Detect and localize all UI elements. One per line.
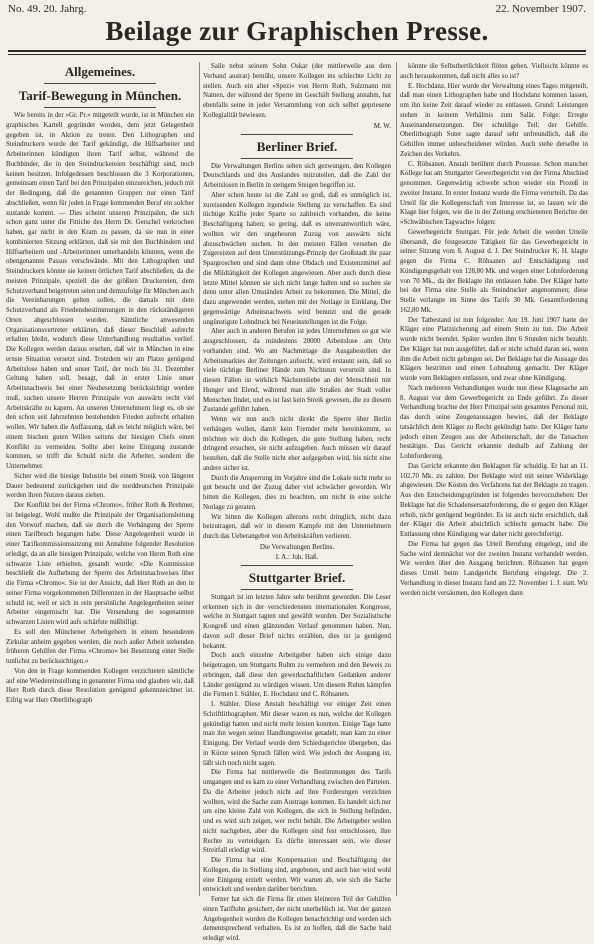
article-rule: [241, 565, 354, 566]
masthead-rule: [8, 50, 586, 52]
column-3: [400, 62, 588, 896]
issue-number: No. 49. 20. Jahrg.: [8, 3, 87, 15]
paragraph: Wenn wir nun auch nicht direkt die Sperre über Berlin verhängen wollen, damit kein Fremder mehr hereinkommt, so möchten wir doch die Kollegen, die gute Stellung haben, recht dringend ersuchen, sie nicht aufzugeben. Auch müssen wir darauf bestehen, daß die Stelle nicht eher aufgegeben wird, bis nicht eine andere sicher ist.: [203, 416, 391, 472]
paragraph: könnte die Selbsthertlichkeit flöten gehen. Vielleicht könnte es auch herauskommen, daß nicht alles so ist?: [400, 63, 588, 80]
author-sign: Die Verwaltungen Berlins.: [259, 542, 335, 551]
article-heading: Berliner Brief.: [256, 138, 338, 154]
paragraph: Die Firma hat eine Kompensation und Beschäftigung der Kollegen, die in Stellung sind, angeboten, und auch hier wird wohl eine Einigung erzielt werden. Wir warten ab, wie sich die Sache entwickelt und werden darüber berichten.: [203, 857, 391, 894]
issue-date: 22. November 1907.: [495, 3, 586, 15]
masthead-rule-thin: [8, 54, 586, 55]
paragraph: Durch die Ansperrung im Vorjahre sind die Lokale nicht mehr so gut besucht und der Zuzug daher viel schwächer geworden. Wir bitten die Kollegen, dies zu beachten, um nicht in eine solche Notlage zu geraten.: [203, 474, 391, 511]
column-divider: [199, 62, 200, 896]
paragraph: Gewerbegericht Stuttgart. Für jede Arbeit die werden Urteile übersandt, die festgesetzte Tätigkeit für das Gewerbegericht in seiner Sitzung vom 8. August d. J. Der Steindrucker K. H. klagte gegen die Firma C. Röhsanen auf Entschädigung und Kündigungsgehalt von 128,80 Mk. und wegen einer Lohnforderung von 70 Mk., da der Beklagte ihn entlassen habe. Der Kläger hatte bei der Firma eine Stelle als Steindrucker angenommen; diese Stelle verlangte im Sinne des Tarifs 30 Mk. Gesamtforderung 162,80 Mk.: [400, 228, 588, 314]
column-divider: [396, 62, 397, 896]
paragraph: C. Röhsanen. Anstalt berühmt durch Prozesse. Schon mancher Kollege hat am Stuttgarter Gewerbegericht von der Firma Abschied genommen. Gegenwärtig schwebt schon wieder ein Prozeß in zweiter Instanz. In erster Instanz wurde die Firma verurteilt. Da das Urteil für die Kollegenschaft von Interesse ist, so lassen wir die Klage hier folgen, wie die in der Zeitung erschienenen Berichte der »Schwäbischen Tagwacht« folgen:: [400, 160, 588, 226]
paragraph: Der Konflikt bei der Firma »Chromo«, früher Roth & Brehmer, ist beigelegt. Wohl mußte die Prinzipale der Organisationsleitung den Vorwurf machen, daß sie durch die Verhängung der Sperre einen Tarifbruch begangen habe. Diese Angelegenheit wurde in einer Tarifkommissionssitzung mit Annahme folgender Resolution erledigt, da an alle hiesigen Prinzipale, welche von Herrn Roth eine schwarze Liste erhielten, gesandt wurde: »Die Kommission beschließt die Aufhebung der Sperre des Arbeitsnachweises über die Firma »Chromo«. Sie ist der Ansicht, daß Herr Roth an den in seiner Firma vorgekommenen Differenzen in der Hauptsache selbst schuld ist, weil er sich in rein persönliche Angelegenheiten seiner Arbeiter eingemischt hat. Die Versendung der sogenannten schwarzen Listen wird aufs schärfste mißbilligt.: [6, 502, 194, 626]
heading-rule: [44, 107, 157, 108]
heading-rule: [241, 158, 354, 159]
paragraph: Das Gericht erkannte den Beklagten für schuldig. Er hat an 11. 102,70 Mk. zu zahlen. Der Beklagte wird mit seiner Widerklage abgewiesen. Die Kosten des Verfahrens hat der Beklagte zu tragen. Aus den Entscheidungsgründen ist folgendes hervorzuheben: Der Beklagte hat die Schadensersatzforderung, die er gegen den Kläger erhob, nicht genügend begründet. Es ist auch nicht ersichtlich, daß der Kläger die Arbeit absichtlich schlecht gemacht habe. Die Entlassung ohne Kündigung war daher nicht gerechtfertigt.: [400, 462, 588, 538]
paragraph: I. Stähler. Diese Anstalt beschäftigt vor einiger Zeit einen Schriftlithographen. Mit dieser waren es nun, welche der Kollegen gekündigt hatten und nicht mehr leisten konnten. Einige Tage hatte man ihn wegen seiner Handlungsweise getadelt, man kam zu einer Einigung. Der Verlauf wurde dem Schiedsgerichte übergeben, das in Kürze seinen Spruch fällen wird. Wie jedoch der Ausgang ist, läßt sich noch nicht sagen.: [203, 701, 391, 767]
paragraph: Von den in Frage kommenden Kollegen verzichteten sämtliche auf eine Wiedereinstellung in genannter Firma und glauben wir, daß Herr Roth durch diese Resolution genügend gekennzeichnet ist. Eifrig war Herr Oberlithograph: [6, 667, 194, 704]
section-title: Allgemeines.: [64, 64, 136, 79]
article-rule: [241, 134, 354, 135]
paragraph: Wir bitten die Kollegen allerorts recht dringlich, nicht dazu beizutragen, daß wir in diesem Kampfe mit den Unternehmern durch das Ueberangebot von Arbeitskräften verlieren.: [203, 513, 391, 540]
paragraph: Aber schon heute ist die Zahl so groß, daß es unmöglich ist, zureisenden Kollegen irgendwie Stellung zu verschaffen. Es sind tüchtige Kräfte jeder Sparte so zahlreich vorhanden, die keine Beschäftigung haben; so gering, daß es unverantwortlich wäre, wollten wir den ungeheuren Zuzug von auswärts nicht abzuschwächen suchen. In den meisten Fällen versehen die Zugereisten auf dem Unterstützungs-Prinzip der Großstadt ihr paar Spargroschen und sind dann ohne Obdach und Existenzmittel auf die Mildtätigkeit der Kollegen angewiesen. Aber auch durch diese letzte Mittel können sie sich nicht lange halten und so suchen sie denn unter allen Umständen Arbeit zu bekommen. Die Mittel, die dazu angewendet werden, stehen mit der Notlage in Einklang. Der gegenwärtige Arbeitsnachweis wird benutzt und die gerade ungünstigste Lohndruck bei Neueinstellungen ist die Folge.: [203, 191, 391, 326]
paragraph: Stuttgart ist im letzten Jahre sehr berühmt geworden. Die Leser erkennen sich in der verschiedensten internationalen Kongresse, welche in Stuttgart tagten und gewählt wurden. Der Sozialistische Kongreß und einen glänzenden Verlauf genommen haben. Nun, davon soll dieser Brief nichts erzählen, dies ist ja genügend bekannt.: [203, 593, 391, 650]
paragraph: Es soll den Münchener Arbeitgebern in einem besonderen Zirkular anheim gegeben werden, die noch außer Arbeit stehenden früheren Gehilfen der Firma »Chromo« bei Besetzung einer Stelle tunlichst zu berücksichtigen.«: [6, 628, 194, 665]
paragraph: Saile nebst seinem Sohn Oskar (der mittlerweile aus dem Verband austrat) bemüht, unsere Kollegen ins schlechte Licht zu stellen. Auch ein alter »Spezi« von Herrn Roth, Sulzmann mit Namen, der während der Sperre im Geschäft Stellung annahm, hat ebenfalls seine in jeder Versammlung von sich selbst gepriesene Kollegialität bewiesen.: [203, 63, 391, 119]
paragraph: Doch auch einzelne Arbeitgeber haben sich einige dazu beigetragen, um Stuttgarts Ruhm zu vermehren und den Beweis zu erbringen, daß diese den gewerkschaftlichen Gedanken anderer Länder genügend zu würdigen wissen. Um diesem Ruhm kämpfen die Firmen I. Stähler, E. Hochdanz und C. Röhsanen.: [203, 652, 391, 699]
section-rule: [44, 83, 157, 84]
author-sign: I. A.: Joh. Haß.: [275, 552, 319, 561]
paragraph: Ferner hat sich die Firma für einen kleineren Teil der Gehilfen einen Tariflohn gesichert, der nicht unerheblich ist. Von der ganzen Angelegenheit wurden die Kollegen benachrichtigt und werden sich dementsprechend verhalten. Es ist zu hoffen, daß die Sache bald erledigt wird.: [203, 896, 391, 942]
article-heading: Stuttgarter Brief.: [248, 569, 346, 585]
heading-rule: [241, 589, 354, 590]
paragraph: Wie bereits in der »Gr. Pr.« mitgeteilt wurde, ist in München ein graphisches Kartell gegründet worden, dem jetzt Gelegenheit gegeben ist, in Aktion zu treten. Den Lithographen und Steindruckern wurde der Tarif gekündigt, die Hilfsarbeiter und Arbeiterinnen kündigten ihren Tarif selbst, während die Buchbinder, die in den Steindruckereien beschäftigt sind, noch keinen besitzen. Infolgedessen beschlossen die 3 Korporationen, gemeinsam einen Tarif bei den Prinzipalen einzureichen, jedoch mit der Bedingung, daß die genannten Gruppen nur einen Tarif abschließen, wenn für jeden in Frage kommenden Beruf ein solcher zustande kommt. — Dies scheint unseren Prinzipalen, die sich schon ganz unter die Fittiche des Herrn Dr. Gerschel verkrochen haben, gar nicht in den Kram zu passen, da sie nun in einer kombinierten Sitzung erklärten, daß sie mit den Buchbindern und Hilfsarbeitern und -Arbeiterinnen unterhandeln könnten, wenn die obengenannte Passus verschwände. Mit den Lithographen und Steindruckern könnte sie keinen örtlichen Tarif abschließen, da die meisten Prinzipale, speziell die der größten Druckereien, dem Schutzverband beigetreten seien und demzufolge für München auch die Vereinbarungen gelten sollen, die damals mit dem Schutzverband als Friedensbestimmungen in den rückständigeren Orten abgeschlossen wurden. Sämtliche anwesenden Organisationsvertreter erklärten, daß dieser Beschluß aufrecht erhalten bleibt, wodurch diese Unterhandlung resultatlos verlief. Die Kollegen werden daraus ersehen, daß wir in München in eine ernste Situation versetzt sind. Trotzdem wir am Platze genügend Arbeitslose haben und unser Tarif, der noch bis 31. Dezember Geltung haben soll, besagt, daß in erster Linie unser Arbeitsnachweis bei einer Neubesetzung berücksichtigt werden muß, suchen unsere Herren Prinzipale von auswärts recht viel Arbeitskräfte zu kapern. An unseren Unternehmern liegt es, ob sie den schon seit Jahrzehnten bestehenden Frieden aufrecht erhalten wollen. Wir haben die Auffassung, daß es leicht möglich wäre, bei einem bischen guten Willen seitens der hiesigen Chefs einen Konflikt zu vermeiden. Sollte aber keine Einigung zustande kommen, so trifft die Schuld nicht die Arbeiter, sondern die Unternehmer.: [6, 112, 194, 470]
column-1: [6, 62, 194, 896]
page-title: Beilage zur Graphischen Presse.: [105, 16, 489, 46]
paragraph: Aber auch in anderen Berufen ist jedes Unternehmen so gut wie ausgeschlossen, da mindestens 20000 Arbeitslose am Orte vorhanden sind. Wo am Nachmittage die Ausgabestellen der Arbeitsmarktes der Zeitungen aufsucht, wird erstaunt sein, daß so viele tüchtige Berliner Hände zum Nichtstun verurteilt sind. In diesen Fällen ist wirklich Nächstenliebe an der Menschheit mit Hunger und Elend, während man alle Straßen der Stadt voller Menschen findet, und es ist fast kein Streik gewesen, die zu diesem Zustande geführt haben.: [203, 328, 391, 414]
paragraph: Der Tatbestand ist nun folgender: Am 19. Juni 1907 hatte der Kläger eine Platzsicherung auf einem Stein zu tun. Die Arbeit wurde nicht beendet. Später wurden ihm 6 Stunden nicht bezahlt. Der Kläger hat nun ausgeführt, daß er nicht schuld daran sei, wenn ihm die Arbeit nicht gelungen sei. Der Beklagte hat die Aussage des Klägers bestritten und einen Lohnabzug gemacht. Der Kläger wurde vom Beklagten entlassen, und zwar ohne Kündigung.: [400, 316, 588, 382]
article-heading: Tarif-Bewegung in München.: [18, 88, 182, 103]
paragraph: Sicher wird die hiesige Industrie bei einem Streik von längerer Dauer bedeutend zurückgehen und die norddeutschen Prinzipale werden ihren Nutzen daraus ziehen.: [6, 472, 194, 500]
column-2: [203, 62, 391, 942]
paragraph: E. Hochdanz. Hier wurde der Verwaltung eines Tages mitgeteilt, daß man einen Lithographen habe und Hochdanz kommen lassen, um ihn keine Zeit darauf wieder zu entlassen. Grund: Leistungen stehen in keinem Verhältnis zum Salär. Folge: Erregte Auseinandersetzungen. Der schuldige Teil: der Gehilfe. Oberlithograph Suter sagte darauf sehr unfreundlich, daß die Gehilfen immer unbescheidener würden. Auch stehe derselbe in Zeichen des Verkehrs.: [400, 82, 588, 158]
paragraph: Die Verwaltungen Berlins sehen sich gezwungen, den Kollegen Deutschlands und des Auslandes mitzuteilen, daß die Zahl der Arbeitslosen in Berlin in stetigem Steigen begriffen ist.: [203, 162, 391, 189]
paragraph: Die Firma hat gegen das Urteil Berufung eingelegt, und die Sache wird demnächst vor der zweiten Instanz verhandelt werden. Wir werden über den Ausgang berichten. Röhsanen hat gegen dieses Urteil beim Landgericht Berufung eingelegt. Die 2. Verhandlung in dieser Instanz fand am 22. November 1. J. statt. Wir werden nicht versäumen, den Kollegen dann: [400, 540, 588, 597]
author-sign: M. W.: [373, 121, 391, 130]
paragraph: Die Firma hat mittlerweile die Bestimmungen des Tarifs umgangen und es kam zu einer Verhandlung zwischen den Parteien. Da die Arbeiter jedoch nicht auf ihre Forderungen verzichten wollten, wird die Sache zum Austrage kommen. Es handelt sich nur um eine kleine Zahl von Kollegen, die sich in Stellung befinden, und es wird sich zeigen, wer recht behält. Die Arbeitgeber wollen nicht nachgeben, aber die Kollegen sind fest entschlossen, ihre Rechte zu verteidigen. Es dürfte interessant sein, wie dieser Streitfall erledigt wird.: [203, 769, 391, 855]
paragraph: Nach mehreren Verhandlungen wurde nun diese Klagesache am 8. August vor dem Gewerbegericht zu Ende geführt. Zu dieser Verhandlung brachte der Herr Prinzipal sein gesamtes Personal mit, das durch seine Zeugenaussagen bewies, daß der Beklagte tatsächlich dem Kläger zu Recht gekündigt hatte. Der Kläger hatte jedoch einen Zeugen aus der Arbeiterschaft, der die Tatsachen bestätigte. Das Gericht erkannte deshalb auf Zahlung der Lohnforderung.: [400, 384, 588, 460]
